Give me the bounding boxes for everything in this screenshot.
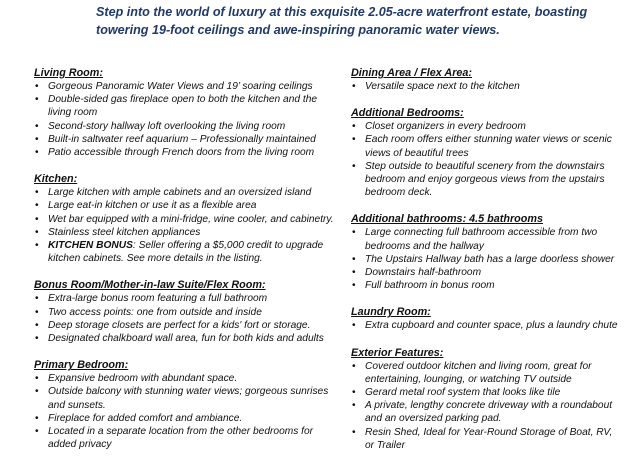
living-room-section xyxy=(34,66,334,159)
list-item: • Patio accessible through French doors from the living room xyxy=(34,146,334,159)
list-item: • Large eat-in kitchen or use it as a flexible area xyxy=(34,199,334,212)
list-item: • Second-story hallway loft overlooking the living room xyxy=(34,120,334,133)
list-item: • Deep storage closets are perfect for a kids' fort or storage. xyxy=(34,319,334,332)
list-item: • A private, lengthy concrete driveway with a roundabout and an oversized parking pad. xyxy=(351,399,623,425)
list-item: • Each room offers either stunning water views or scenic views of beautiful trees xyxy=(351,133,623,159)
list-item: • Large connecting full bathroom accessible from two bedrooms and the hallway xyxy=(351,226,623,252)
feature-list xyxy=(351,319,623,332)
section-title: Dining Area / Flex Area: xyxy=(351,67,472,79)
section-title: Exterior Features: xyxy=(351,346,444,359)
list-item: • Step outside to beautiful scenery from the downstairs bedroom and enjoy gorgeous views from the upstairs bedroom deck. xyxy=(351,160,623,200)
kitchen-section xyxy=(34,172,334,265)
list-item: • Designated chalkboard wall area, fun for both kids and adults xyxy=(34,332,334,345)
feature-list xyxy=(351,120,623,199)
list-item: • Gorgeous Panoramic Water Views and 19’ soaring ceilings xyxy=(34,80,334,93)
section-title: Living Room: xyxy=(34,67,103,79)
list-item: • Resin Shed, Ideal for Year-Round Storage of Boat, RV, or Trailer xyxy=(351,426,623,452)
primary-bedroom-section xyxy=(34,358,334,451)
list-item: • Gerard metal roof system that looks like tile xyxy=(351,386,623,399)
exterior-features-section xyxy=(351,346,623,452)
list-item: • Stainless steel kitchen appliances xyxy=(34,226,334,239)
feature-list xyxy=(34,80,334,159)
list-item: • Two access points: one from outside and inside xyxy=(34,306,334,319)
section-title: Primary Bedroom: xyxy=(34,359,129,372)
section-title: Bonus Room/Mother-in-law Suite/Flex Room: xyxy=(34,279,266,292)
list-item: • The Upstairs Hallway bath has a large doorless shower xyxy=(351,253,623,266)
additional-bathrooms-section xyxy=(351,212,623,292)
list-item: • Built-in saltwater reef aquarium – Professionally maintained xyxy=(34,133,334,146)
kitchen-bonus-text: : Seller offering a $5,000 credit to upgrade kitchen cabinets. See more details in the listing. xyxy=(48,240,324,265)
list-item: • Covered outdoor kitchen and living room, great for entertaining, lounging, or watching TV outside xyxy=(351,360,623,386)
list-item-kitchen-bonus xyxy=(34,239,334,265)
bonus-room-section xyxy=(34,278,334,345)
list-item: • Located in a separate location from the other bedrooms for added privacy xyxy=(34,425,334,451)
list-item: • Extra-large bonus room featuring a full bathroom xyxy=(34,292,334,305)
list-item: • Versatile space next to the kitchen xyxy=(351,80,623,93)
list-item: • Double-sided gas fireplace open to both the kitchen and the living room xyxy=(34,93,334,119)
kitchen-bonus-label: KITCHEN BONUS xyxy=(48,240,133,252)
list-item: • Outside balcony with stunning water views; gorgeous sunrises and sunsets. xyxy=(34,385,334,411)
left-column xyxy=(34,66,334,464)
section-title: Kitchen: xyxy=(34,173,78,186)
feature-list xyxy=(351,80,623,93)
list-item: • Extra cupboard and counter space, plus a laundry chute xyxy=(351,319,623,332)
feature-list xyxy=(351,360,623,452)
feature-list xyxy=(351,226,623,292)
list-item: • Downstairs half-bathroom xyxy=(351,266,623,279)
list-item: • Full bathroom in bonus room xyxy=(351,279,623,292)
list-item: • Large kitchen with ample cabinets and an oversized island xyxy=(34,186,334,199)
section-title: Laundry Room: xyxy=(351,306,431,319)
list-item: • Fireplace for added comfort and ambiance. xyxy=(34,412,334,425)
list-item: • Closet organizers in every bedroom xyxy=(351,120,623,133)
feature-list xyxy=(34,186,334,265)
list-item: • Expansive bedroom with abundant space. xyxy=(34,372,334,385)
section-title: Additional Bedrooms: xyxy=(351,107,464,120)
feature-list xyxy=(34,292,334,345)
feature-list xyxy=(34,372,334,451)
list-item: • Wet bar equipped with a mini-fridge, wine cooler, and cabinetry. xyxy=(34,213,334,226)
section-title: Additional bathrooms: 4.5 bathrooms xyxy=(351,213,543,226)
headline: Step into the world of luxury at this exquisite 2.05-acre waterfront estate, boasting towering 19-foot ceilings and awe-inspiring panoramic water views. xyxy=(96,5,588,37)
right-column xyxy=(351,66,623,465)
laundry-room-section xyxy=(351,305,623,332)
additional-bedrooms-section xyxy=(351,106,623,199)
dining-area-section xyxy=(351,66,623,93)
